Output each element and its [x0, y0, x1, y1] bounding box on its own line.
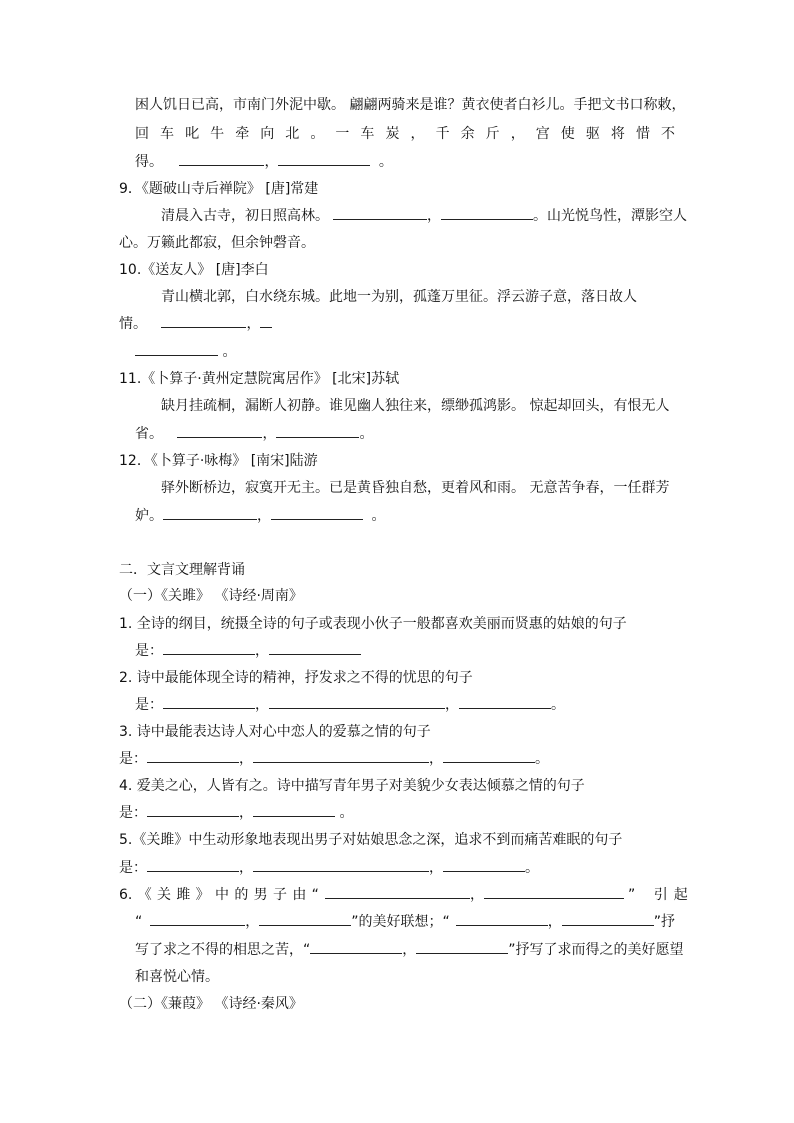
answer-prefix: 是：	[119, 860, 147, 876]
comma: ，	[470, 887, 484, 903]
comma: ，	[402, 942, 417, 958]
poem8-char: 使	[560, 126, 575, 142]
poem10-text: 情。	[119, 316, 147, 332]
section2-sub1: （一）《关雎》 《诗经·周南》	[119, 588, 303, 604]
poem8-char: 千	[435, 126, 450, 142]
poem8-line3	[135, 152, 393, 172]
poem12-line2	[135, 506, 385, 526]
question-4: 4. 爱美之心，人皆有之。诗中描写青年男子对美貌少女表达倾慕之情的句子	[119, 778, 585, 794]
answer-1	[135, 641, 361, 661]
poem12-line1: 驿外断桥边，寂寞开无主。已是黄昏独自愁，更着风和雨。 无意苦争春，一任群芳	[161, 480, 670, 496]
blank[interactable]	[259, 912, 351, 926]
blank[interactable]	[562, 912, 654, 926]
blank[interactable]	[271, 506, 363, 520]
answer-5	[119, 858, 539, 878]
poem10-line3	[135, 342, 236, 362]
answer-prefix: 是：	[119, 805, 147, 821]
question-6-line2	[135, 912, 675, 932]
poem8-line3-text: 得。	[135, 154, 163, 170]
poem8-line1: 困人饥日已高，市南门外泥中歇。 翩翩两骑来是谁？黄衣使者白衫儿。手把文书口称敕，	[135, 97, 686, 113]
poem8-char: 牵	[235, 126, 250, 142]
question-1: 1. 全诗的纲目，统摄全诗的句子或表现小伙子一般都喜欢美丽而贤惠的姑娘的句子	[119, 616, 627, 632]
answer-3	[119, 749, 549, 769]
comma: ，	[245, 914, 260, 930]
poem8-line2	[135, 124, 675, 144]
blank[interactable]	[443, 858, 525, 872]
blank[interactable]	[416, 940, 508, 954]
period: 。	[551, 697, 565, 713]
question-6-line1	[119, 885, 694, 905]
comma: ，	[255, 697, 269, 713]
blank[interactable]	[253, 803, 335, 817]
poem9-text-end: 。山光悦鸟性，潭影空人	[533, 208, 687, 224]
answer-prefix: 是：	[119, 751, 147, 767]
q6-char: 由	[292, 887, 307, 903]
blank[interactable]	[443, 749, 535, 763]
poem8-char: 炭	[385, 126, 400, 142]
comma: ，	[547, 914, 562, 930]
blank[interactable]	[163, 506, 257, 520]
section2-heading: 二．文言文理解背诵	[119, 562, 245, 578]
q6-char: “	[311, 887, 319, 903]
poem12-title: 12．《卜算子·咏梅》 [南宋]陆游	[119, 453, 318, 469]
question-2: 2. 诗中最能体现全诗的精神，抒发求之不得的忧思的句子	[119, 670, 473, 686]
q6-express: ”抒	[653, 914, 676, 930]
blank[interactable]	[253, 749, 429, 763]
comma: ，	[429, 751, 443, 767]
blank[interactable]	[177, 424, 262, 438]
blank[interactable]	[147, 858, 239, 872]
comma: ，	[429, 860, 443, 876]
q6-mid: ”的美好联想；“	[351, 914, 450, 930]
blank[interactable]	[325, 885, 470, 899]
blank[interactable]	[269, 695, 445, 709]
q6-char: 》	[195, 887, 210, 903]
comma: ，	[239, 860, 253, 876]
poem8-char: 。	[310, 126, 325, 142]
comma: ，	[445, 697, 459, 713]
poem11-line2	[135, 424, 373, 444]
blank[interactable]	[269, 641, 361, 655]
period: 。	[359, 426, 374, 442]
poem9-line1	[161, 206, 687, 226]
q6-line3-end: ”抒写了求而得之的美好愿望	[508, 942, 684, 958]
answer-4	[119, 803, 353, 823]
q6-char: 中	[215, 887, 229, 903]
poem8-char: 向	[260, 126, 275, 142]
poem8-char: 惜	[635, 126, 650, 142]
period: 。	[371, 508, 386, 524]
poem8-char: 回	[135, 126, 149, 142]
poem9-text: 清晨入古寺，初日照高林。	[161, 208, 329, 224]
comma: ，	[264, 154, 279, 170]
blank[interactable]	[163, 695, 255, 709]
poem8-char: 牛	[210, 126, 225, 142]
blank[interactable]	[253, 858, 429, 872]
section2-sub2: （二）《蒹葭》 《诗经·秦风》	[119, 996, 303, 1012]
blank[interactable]	[147, 803, 239, 817]
comma: ，	[239, 805, 253, 821]
period: 。	[339, 805, 354, 821]
q6-char: 《	[137, 887, 152, 903]
blank[interactable]	[456, 912, 548, 926]
poem10-line1: 青山横北郭，白水绕东城。此地一为别，孤蓬万里征。浮云游子意，落日故人	[161, 289, 637, 305]
poem11-text: 省。	[135, 426, 163, 442]
answer-prefix: 是：	[135, 697, 163, 713]
question-6-lead	[119, 885, 319, 905]
poem11-title: 11.《卜算子·黄州定慧院寓居作》 [北宋]苏轼	[119, 371, 400, 387]
comma: ，	[262, 426, 277, 442]
q6-cause: 引起	[653, 887, 694, 903]
blank[interactable]	[441, 206, 533, 220]
blank[interactable]	[135, 342, 218, 356]
comma: ，	[246, 316, 261, 332]
blank[interactable]	[179, 152, 264, 166]
q6-char: 男	[253, 887, 268, 903]
blank[interactable]	[278, 152, 370, 166]
poem8-char: 一	[335, 126, 350, 142]
comma: ，	[257, 508, 271, 524]
question-6-line3	[135, 940, 684, 960]
blank[interactable]	[150, 912, 245, 926]
poem8-char: 斤	[485, 126, 500, 142]
answer-2	[135, 695, 565, 715]
poem8-char: 北	[285, 126, 300, 142]
blank[interactable]	[459, 695, 551, 709]
poem8-char: 叱	[185, 126, 200, 142]
poem8-char: 车	[160, 126, 175, 142]
poem11-line1: 缺月挂疏桐，漏断人初静。谁见幽人独往来，缥缈孤鸿影。 惊起却回头，有恨无人	[161, 398, 670, 414]
blank[interactable]	[310, 940, 402, 954]
period: 。	[222, 344, 237, 360]
blank[interactable]	[163, 641, 255, 655]
q6-char: 雎	[176, 887, 191, 903]
poem8-char: 将	[610, 126, 625, 142]
q6-char: 子	[272, 887, 287, 903]
period: 。	[525, 860, 539, 876]
blank[interactable]	[147, 749, 239, 763]
comma: ，	[427, 208, 441, 224]
blank[interactable]	[161, 314, 246, 328]
blank[interactable]	[276, 424, 359, 438]
poem9-title: 9．《题破山寺后禅院》 [唐]常建	[119, 181, 319, 197]
comma: ，	[239, 751, 253, 767]
period: 。	[378, 154, 393, 170]
poem8-char: ，	[510, 126, 525, 142]
close-quote: ”	[628, 887, 636, 903]
poem8-char: 宫	[535, 126, 550, 142]
poem8-char: ，	[410, 126, 425, 142]
question-3: 3. 诗中最能表达诗人对心中恋人的爱慕之情的句子	[119, 724, 431, 740]
q6-char: 关	[157, 887, 172, 903]
q6-char: 的	[234, 887, 249, 903]
q6-char: 6.	[119, 887, 133, 903]
question-5: 5.《关雎》中生动形象地表现出男子对姑娘思念之深，追求不到而痛苦难眠的句子	[119, 832, 623, 848]
open-quote: “	[135, 914, 143, 930]
poem10-line2	[119, 314, 272, 334]
q6-line3-start: 写了求之不得的相思之苦，“	[135, 942, 311, 958]
poem8-char: 驱	[585, 126, 600, 142]
blank[interactable]	[333, 206, 427, 220]
poem9-line2: 心。万籁此都寂，但余钟磬音。	[119, 235, 315, 251]
comma: ，	[255, 643, 269, 659]
poem10-title: 10.《送友人》 [唐]李白	[119, 262, 269, 278]
question-6-line4: 和喜悦心情。	[135, 969, 219, 985]
answer-prefix: 是：	[135, 643, 163, 659]
poem8-char: 车	[360, 126, 375, 142]
blank[interactable]	[484, 885, 624, 899]
poem8-char: 不	[660, 126, 675, 142]
poem8-char: 余	[460, 126, 475, 142]
poem12-text: 妒。	[135, 508, 163, 524]
period: 。	[535, 751, 549, 767]
blank[interactable]	[260, 314, 272, 328]
